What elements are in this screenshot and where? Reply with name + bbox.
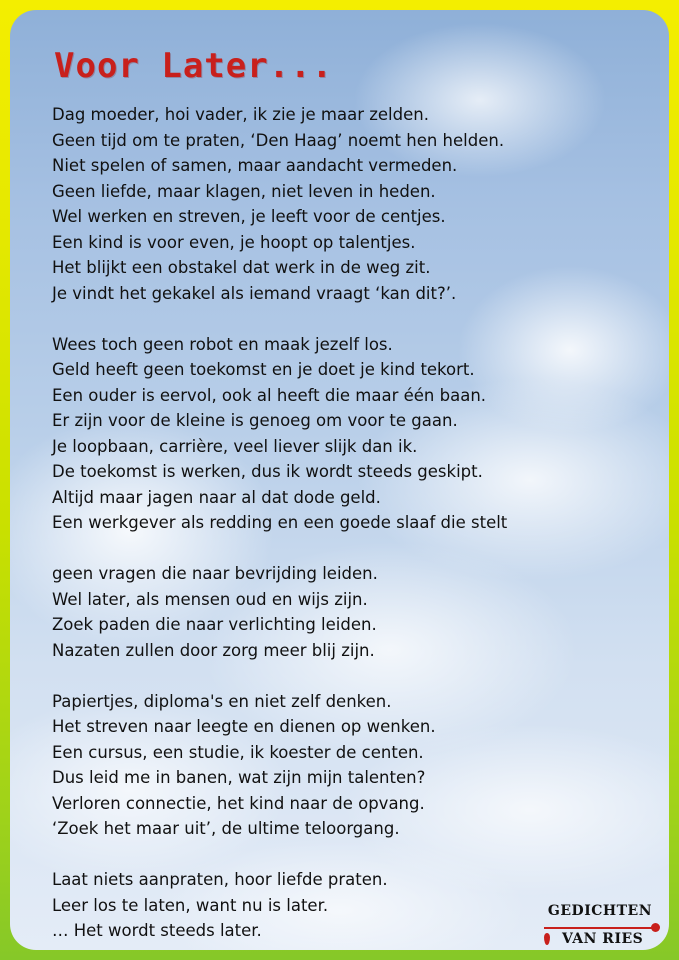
gedichten-van-ries-logo	[540, 903, 660, 949]
poem-line: geen vragen die naar bevrijding leiden.	[52, 564, 378, 583]
poem-line: Dus leid me in banen, wat zijn mijn talenten?	[52, 768, 426, 787]
logo-text-top: GEDICHTEN	[547, 903, 652, 919]
poem-card	[10, 10, 669, 950]
poem-line: De toekomst is werken, dus ik wordt steeds geskipt.	[52, 462, 483, 481]
poem-line: Papiertjes, diploma's en niet zelf denken.	[52, 691, 392, 711]
poem-stanza	[52, 102, 652, 306]
poem-line: Niet spelen of samen, maar aandacht vermeden.	[52, 156, 458, 175]
poem-line: Een ouder is eervol, ook al heeft die maar één baan.	[52, 385, 487, 405]
poem-line: Laat niets aanpraten, hoor liefde praten.	[52, 870, 388, 889]
poem-line: Het blijkt een obstakel dat werk in de weg zit.	[52, 258, 431, 277]
logo-dot-icon	[651, 923, 660, 932]
poem-line: Geld heeft geen toekomst en je doet je kind tekort.	[52, 360, 475, 379]
poem-line: Je vindt het gekakel als iemand vraagt ‘kan dit?’.	[52, 283, 457, 303]
poem-line: Dag moeder, hoi vader, ik zie je maar zelden.	[52, 105, 429, 124]
poem-line: … Het wordt steeds later.	[52, 921, 262, 940]
poem-line: Het streven naar leegte en dienen op wenken.	[52, 717, 436, 736]
logo-underline	[544, 927, 656, 929]
poem-line: Zoek paden die naar verlichting leiden.	[52, 615, 377, 634]
poem-stanza	[52, 332, 652, 536]
poem-line: Wel later, als mensen oud en wijs zijn.	[52, 589, 368, 609]
poem-stanza	[52, 561, 652, 663]
poem-stanza	[52, 689, 652, 842]
poem-line: Een kind is voor even, je hoopt op talentjes.	[52, 232, 416, 252]
poem-line: Wel werken en streven, je leeft voor de centjes.	[52, 207, 446, 226]
logo-text-bottom: VAN RIES	[562, 931, 644, 947]
poem-line: Nazaten zullen door zorg meer blij zijn.	[52, 640, 375, 660]
poem-line: Geen tijd om te praten, ‘Den Haag’ noemt hen helden.	[52, 130, 505, 150]
poem-line: ‘Zoek het maar uit’, de ultime teloorgang.	[52, 819, 400, 838]
poem-line: Wees toch geen robot en maak jezelf los.	[52, 334, 393, 354]
poem-body	[52, 102, 652, 950]
poem-line: Geen liefde, maar klagen, niet leven in heden.	[52, 181, 436, 201]
poem-line: Je loopbaan, carrière, veel liever slijk dan ik.	[52, 436, 418, 456]
poem-title: Voor Later...	[54, 46, 334, 86]
poem-line: Een cursus, een studie, ik koester de centen.	[52, 742, 424, 762]
poem-line: Verloren connectie, het kind naar de opvang.	[52, 793, 425, 813]
poem-line: Leer los te laten, want nu is later.	[52, 895, 329, 915]
logo-drop-icon	[544, 933, 550, 945]
poem-line: Altijd maar jagen naar al dat dode geld.	[52, 487, 381, 507]
poem-line: Er zijn voor de kleine is genoeg om voor te gaan.	[52, 411, 458, 430]
poem-line: Een werkgever als redding en een goede slaaf die stelt	[52, 513, 508, 532]
